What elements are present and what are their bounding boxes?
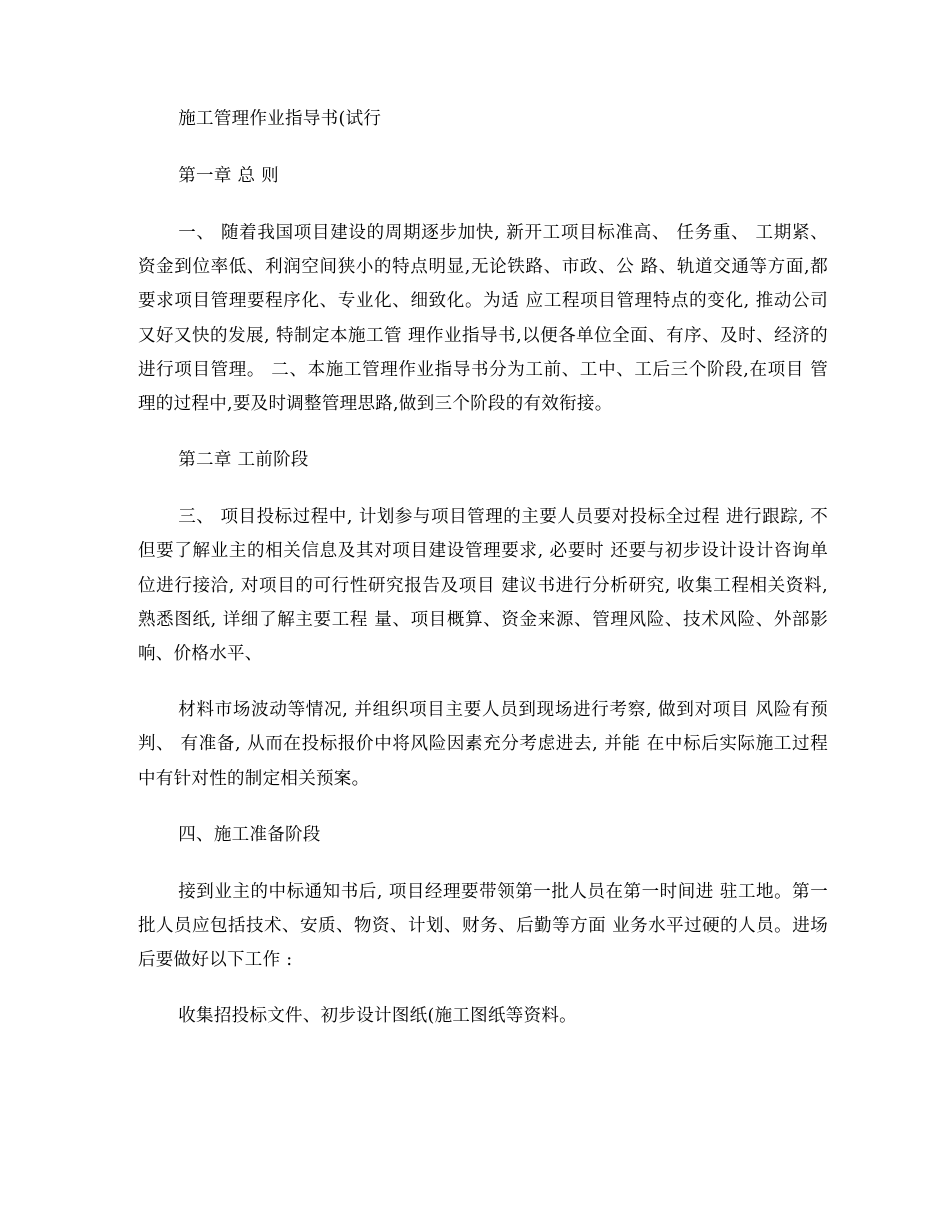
document-title: 施工管理作业指导书(试行	[178, 109, 382, 129]
chapter-1-paragraph-1: 一、 随着我国项目建设的周期逐步加快, 新开工项目标准高、 任务重、 工期紧、资金到位率低、利润空间狭小的特点明显,无论铁路、市政、公 路、轨道交通等方面,都要求项目管理要程序化、专业化、细致化。为适 应工程项目管理特点的变化, 推动公司又好又快的发展, 特制定本施工管 理作业指导书,以便各单位全面、有序、及时、经济的进行项目管理。 二、本施工管理作业指导书分为工前、工中、工后三个阶段,在项目 管理的过程中,要及时调整管理思路,做到三个阶段的有效衔接。	[138, 223, 828, 415]
chapter-2-paragraph-2: 材料市场波动等情况, 并组织项目主要人员到现场进行考察, 做到对项目 风险有预判、 有准备, 从而在投标报价中将风险因素充分考虑进去, 并能 在中标后实际施工过程中有针对性的制定相关预案。	[138, 700, 828, 789]
chapter-2-paragraph-3: 接到业主的中标通知书后, 项目经理要带领第一批人员在第一时间进 驻工地。第一批人员应包括技术、安质、物资、计划、财务、后勤等方面 业务水平过硬的人员。进场后要做好以下工作 :	[138, 881, 828, 971]
chapter-2-heading: 第二章 工前阶段	[178, 450, 309, 471]
chapter-2-paragraph-1: 三、 项目投标过程中, 计划参与项目管理的主要人员要对投标全过程 进行跟踪, 不但要了解业主的相关信息及其对项目建设管理要求, 必要时 还要与初步设计设计咨询单位进行接洽, 对项目的可行性研究报告及项目 建议书进行分析研究, 收集工程相关资料, 熟悉图纸, 详细了解主要工程 量、项目概算、资金来源、管理风险、技术风险、外部影响、价格水平、	[138, 507, 828, 665]
chapter-2-paragraph-4: 收集招投标文件、初步设计图纸(施工图纸等资料。	[178, 1006, 577, 1027]
document-page	[138, 102, 828, 1034]
section-4-heading: 四、施工准备阶段	[178, 824, 321, 845]
chapter-1-heading: 第一章 总 则	[178, 166, 279, 186]
